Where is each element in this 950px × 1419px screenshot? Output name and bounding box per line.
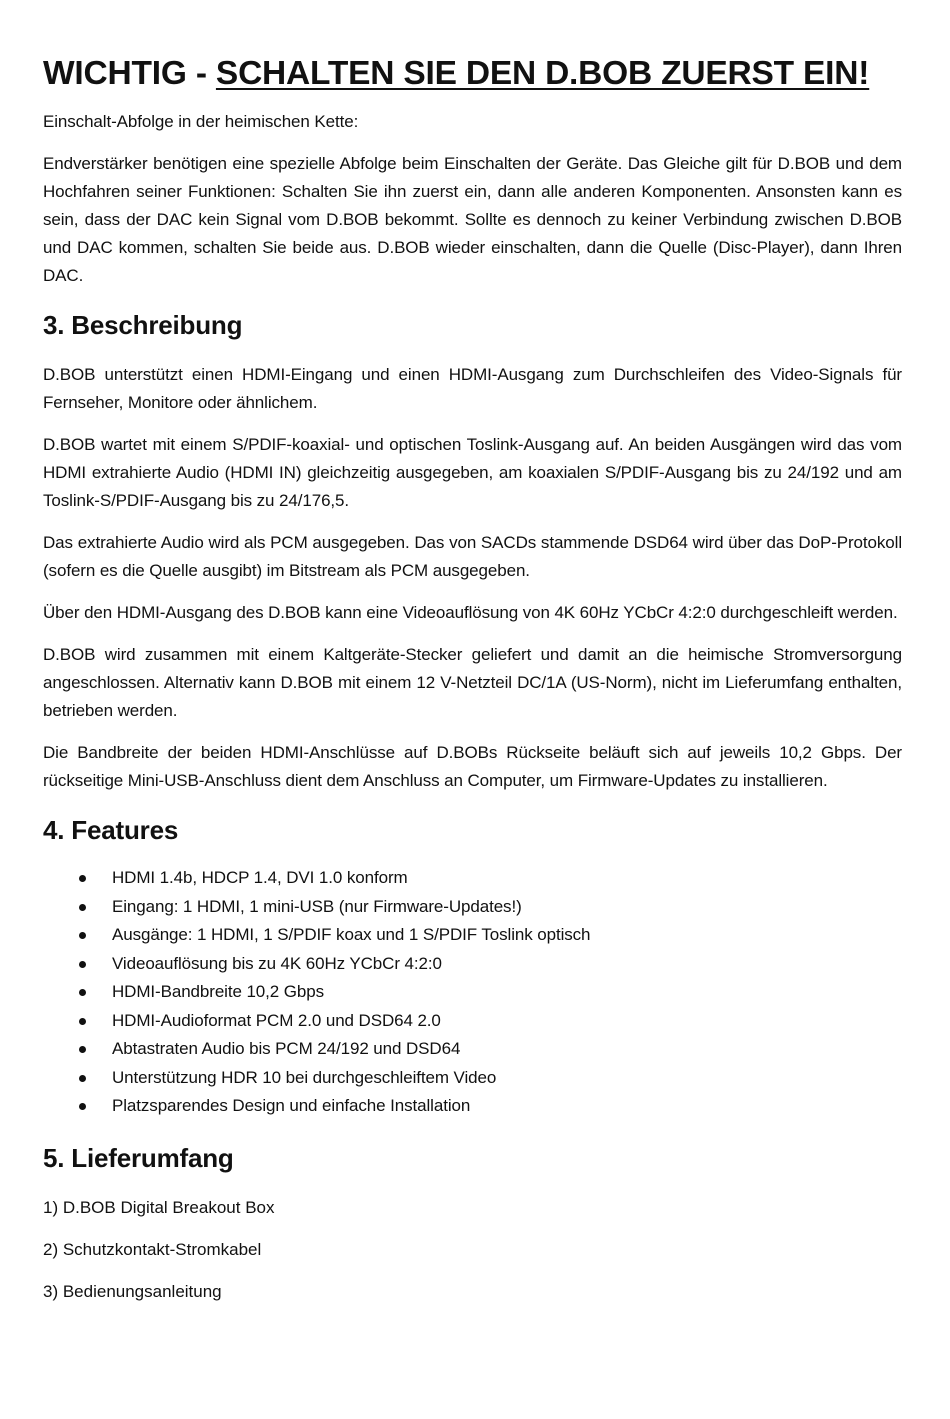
intro-paragraph: Endverstärker benötigen eine spezielle Abfolge beim Einschalten der Geräte. Das Gleiche gilt für D.BOB und dem Hochfahren seiner Funktionen: Schalten Sie ihn zuerst ein, dann alle anderen Komponenten. Ansonsten kann es sein, dass der DAC kein Signal vom D.BOB bekommt. Sollte es dennoch zu keiner Verbindung zwischen D.BOB und DAC kommen, schalten Sie beide aus. D.BOB wieder einschalten, dann die Quelle (Disc-Player), dann Ihren DAC. [43,154,902,285]
section-heading-scope: 5. Lieferumfang [43,1142,234,1173]
bullet-icon [79,1075,86,1082]
feature-item [43,978,902,1007]
description-paragraph: D.BOB unterstützt einen HDMI-Eingang und einen HDMI-Ausgang zum Durchschleifen des Video-Signals für Fernseher, Monitore oder ähnlichem. [43,365,902,412]
scope-item: 2) Schutzkontakt-Stromkabel [43,1239,262,1259]
features-list [43,864,902,1121]
description-paragraph: Das extrahierte Audio wird als PCM ausgegeben. Das von SACDs stammende DSD64 wird über das DoP-Protokoll (sofern es die Quelle ausgibt) im Bitstream als PCM ausgegeben. [43,533,902,580]
title-emphasis: SCHALTEN SIE DEN D.BOB ZUERST EIN! [215,55,870,92]
feature-text: HDMI-Audioformat PCM 2.0 und DSD64 2.0 [112,1010,441,1030]
feature-item [43,921,902,950]
scope-item: 3) Bedienungsanleitung [43,1281,222,1301]
scope-item: 1) D.BOB Digital Breakout Box [43,1197,275,1217]
description-paragraph: D.BOB wird zusammen mit einem Kaltgeräte-Stecker geliefert und damit an die heimische Stromversorgung angeschlossen. Alternativ kann D.BOB mit einem 12 V-Netzteil DC/1A (US-Norm), nicht im Lieferumfang enthalten, betrieben werden. [43,645,902,720]
bullet-icon [79,1046,86,1053]
feature-text: Ausgänge: 1 HDMI, 1 S/PDIF koax und 1 S/PDIF Toslink optisch [112,925,591,944]
bullet-icon [79,989,86,996]
feature-item [43,864,902,893]
feature-item [43,1035,902,1064]
description-paragraph: Die Bandbreite der beiden HDMI-Anschlüsse auf D.BOBs Rückseite beläuft sich auf jeweils 10,2 Gbps. Der rückseitige Mini-USB-Anschluss dient dem Anschluss an Computer, um Firmware-Updates zu installieren. [43,743,902,790]
feature-item [43,1007,902,1036]
feature-item [43,1092,902,1121]
bullet-icon [79,961,86,968]
feature-text: Eingang: 1 HDMI, 1 mini-USB (nur Firmware-Updates!) [112,896,522,916]
feature-text: Videoauflösung bis zu 4K 60Hz YCbCr 4:2:0 [112,953,442,973]
feature-text: HDMI-Bandbreite 10,2 Gbps [112,982,324,1001]
feature-text: Platzsparendes Design und einfache Installation [112,1096,471,1115]
bullet-icon [79,1018,86,1025]
feature-text: Abtastraten Audio bis PCM 24/192 und DSD64 [112,1039,461,1058]
feature-text: Unterstützung HDR 10 bei durchgeschleiftem Video [112,1067,497,1087]
bullet-icon [79,932,86,939]
feature-item [43,950,902,979]
feature-text: HDMI 1.4b, HDCP 1.4, DVI 1.0 konform [112,868,408,887]
bullet-icon [79,1103,86,1110]
bullet-icon [79,875,86,882]
bullet-icon [79,904,86,911]
page-title [43,0,902,96]
description-paragraph: D.BOB wartet mit einem S/PDIF-koaxial- und optischen Toslink-Ausgang auf. An beiden Ausgängen wird das vom HDMI extrahierte Audio (HDMI IN) gleichzeitig ausgegeben, am koaxialen S/PDIF-Ausgang bis zu 24/192 und am Toslink-S/PDIF-Ausgang bis zu 24/176,5. [43,435,902,510]
section-heading-features: 4. Features [43,815,179,845]
feature-item [43,893,902,922]
feature-item [43,1064,902,1093]
intro-label: Einschalt-Abfolge in der heimischen Kette: [43,112,359,131]
section-heading-description: 3. Beschreibung [43,310,243,340]
description-paragraph: Über den HDMI-Ausgang des D.BOB kann eine Videoauflösung von 4K 60Hz YCbCr 4:2:0 durchgeschleift werden. [43,603,898,622]
title-prefix: WICHTIG - [43,55,216,92]
